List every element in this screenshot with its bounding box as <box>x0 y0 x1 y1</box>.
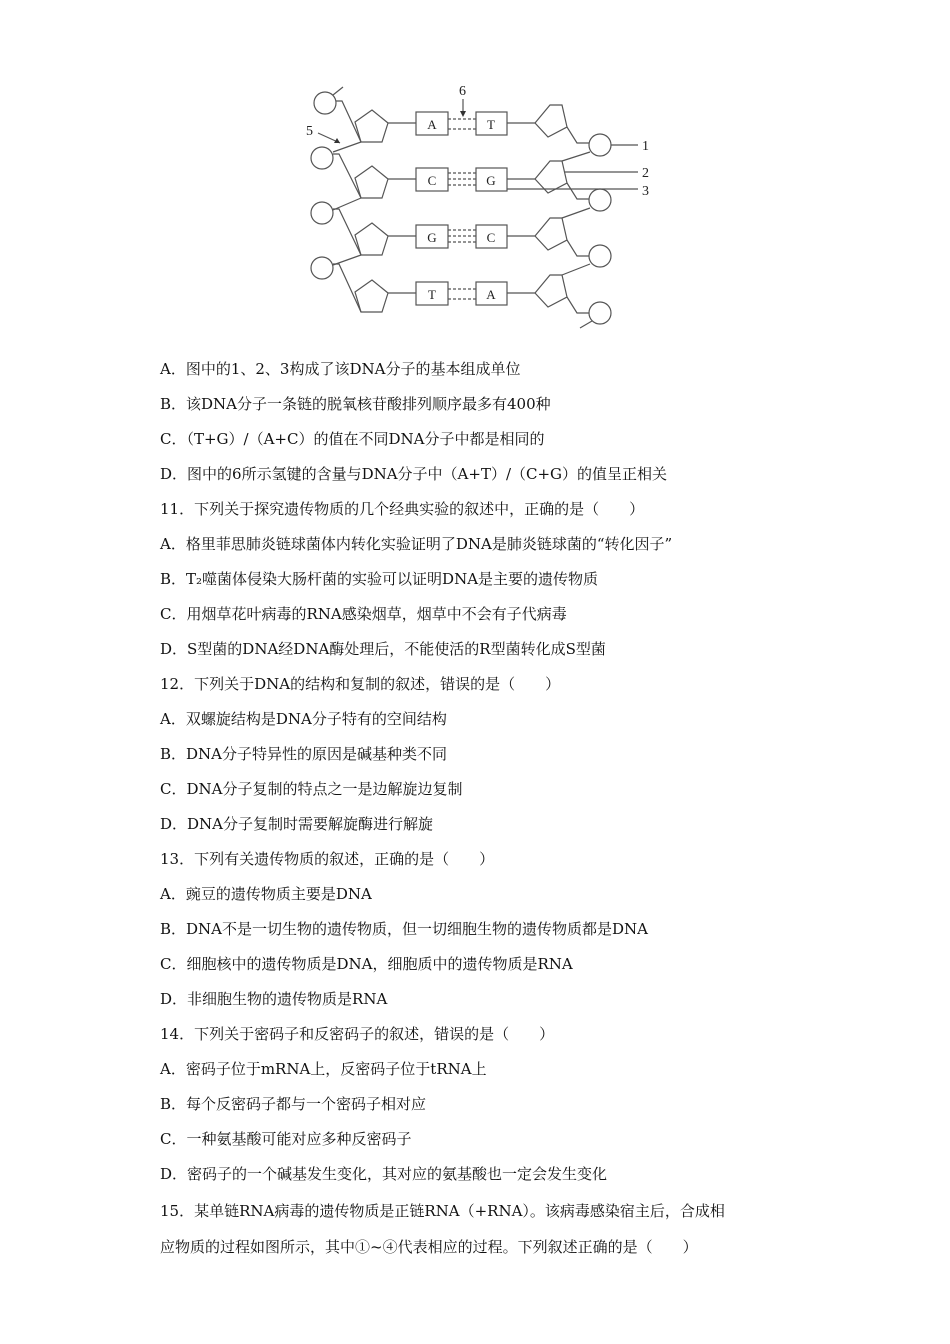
phosphate-circle <box>311 202 333 224</box>
answer-option: A．双螺旋结构是DNA分子特有的空间结构 <box>160 710 447 728</box>
deoxyribose-pentagon <box>535 105 567 137</box>
base-letter: G <box>486 173 496 188</box>
base-letter: A <box>427 117 437 132</box>
answer-option: C．（T+G）/（A+C）的值在不同DNA分子中都是相同的 <box>160 430 545 448</box>
label-2: 2 <box>642 166 649 181</box>
dna-row <box>311 257 611 328</box>
answer-option: C．一种氨基酸可能对应多种反密码子 <box>160 1130 412 1148</box>
answer-option: D．密码子的一个碱基发生变化，其对应的氨基酸也一定会发生变化 <box>160 1165 608 1183</box>
answer-option: D．DNA分子复制时需要解旋酶进行解旋 <box>160 815 434 833</box>
answer-option: B．每个反密码子都与一个密码子相对应 <box>160 1095 427 1113</box>
answer-option: B．T₂噬菌体侵染大肠杆菌的实验可以证明DNA是主要的遗传物质 <box>160 570 599 588</box>
dna-row <box>311 147 611 211</box>
answer-option: B．该DNA分子一条链的脱氧核苷酸排列顺序最多有400种 <box>160 395 551 413</box>
deoxyribose-pentagon <box>355 110 388 142</box>
answer-option: D．S型菌的DNA经DNA酶处理后，不能使活的R型菌转化成S型菌 <box>160 640 606 658</box>
base-letter: C <box>486 230 496 245</box>
base-letter: A <box>486 287 496 302</box>
label-3: 3 <box>642 184 649 199</box>
phosphate-circle <box>589 134 611 156</box>
phosphate-circle <box>589 245 611 267</box>
answer-option: D．图中的6所示氢键的含量与DNA分子中（A+T）/（C+G）的值呈正相关 <box>160 465 668 483</box>
phosphate-circle <box>314 92 336 114</box>
label-6: 6 <box>459 84 466 99</box>
answer-option: C．用烟草花叶病毒的RNA感染烟草，烟草中不会有子代病毒 <box>160 605 567 623</box>
deoxyribose-pentagon <box>355 223 388 255</box>
base-letter: T <box>428 287 436 302</box>
question-stem: 15．某单链RNA病毒的遗传物质是正链RNA（+RNA）。该病毒感染宿主后，合成相 <box>160 1202 725 1220</box>
answer-option: 应物质的过程如图所示，其中①~④代表相应的过程。下列叙述正确的是（ ） <box>160 1238 698 1256</box>
base-letter: C <box>427 173 437 188</box>
label-1: 1 <box>642 139 649 154</box>
base-letter: T <box>487 117 495 132</box>
answer-option: A．密码子位于mRNA上，反密码子位于tRNA上 <box>160 1060 487 1078</box>
deoxyribose-pentagon <box>535 161 567 193</box>
answer-option: A．格里菲思肺炎链球菌体内转化实验证明了DNA是肺炎链球菌的“转化因子” <box>160 535 673 553</box>
phosphate-circle <box>589 189 611 211</box>
answer-option: C．细胞核中的遗传物质是DNA，细胞质中的遗传物质是RNA <box>160 955 573 973</box>
dna-structure-diagram <box>0 0 950 340</box>
answer-option: A．图中的1、2、3构成了该DNA分子的基本组成单位 <box>160 360 521 378</box>
question-stem: 13．下列有关遗传物质的叙述，正确的是（ ） <box>160 850 495 868</box>
answer-option: D．非细胞生物的遗传物质是RNA <box>160 990 388 1008</box>
deoxyribose-pentagon <box>355 280 388 312</box>
label-5: 5 <box>306 124 313 139</box>
answer-option: B．DNA分子特异性的原因是碱基种类不同 <box>160 745 448 763</box>
deoxyribose-pentagon <box>535 275 567 307</box>
deoxyribose-pentagon <box>355 166 388 198</box>
question-stem: 12．下列关于DNA的结构和复制的叙述，错误的是（ ） <box>160 675 561 693</box>
base-letter: G <box>427 230 437 245</box>
answer-option: C．DNA分子复制的特点之一是边解旋边复制 <box>160 780 463 798</box>
deoxyribose-pentagon <box>535 218 567 250</box>
question-stem: 14．下列关于密码子和反密码子的叙述，错误的是（ ） <box>160 1025 555 1043</box>
phosphate-circle <box>311 147 333 169</box>
question-stem: 11．下列关于探究遗传物质的几个经典实验的叙述中，正确的是（ ） <box>160 500 645 518</box>
answer-option: B．DNA不是一切生物的遗传物质，但一切细胞生物的遗传物质都是DNA <box>160 920 648 938</box>
phosphate-circle <box>589 302 611 324</box>
phosphate-circle <box>311 257 333 279</box>
answer-option: A．豌豆的遗传物质主要是DNA <box>160 885 372 903</box>
